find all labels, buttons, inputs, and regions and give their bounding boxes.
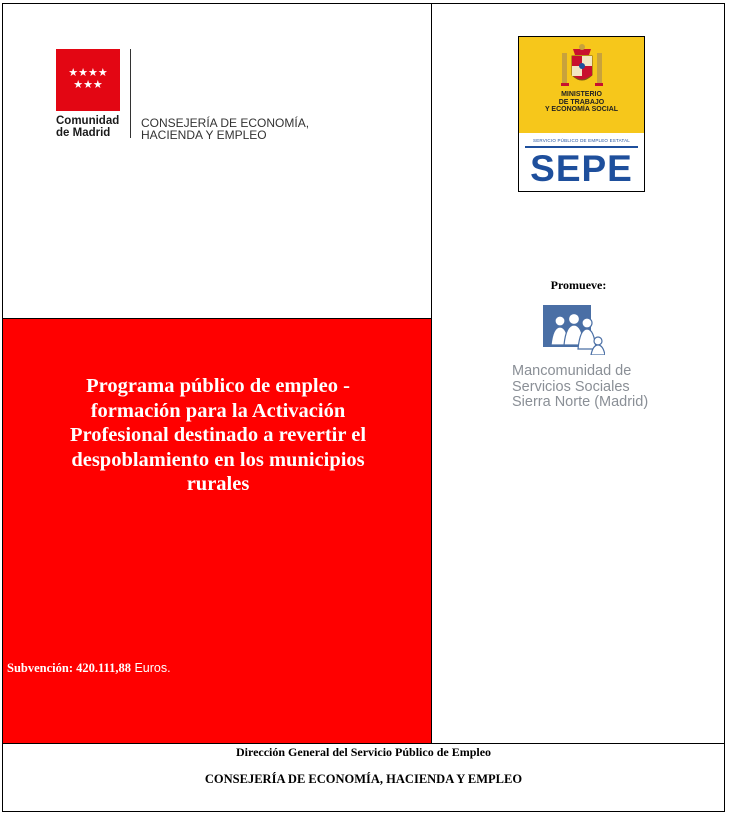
consejeria-line2: HACIENDA Y EMPLEO — [141, 128, 267, 142]
comunidad-name-line1: Comunidad — [56, 115, 120, 127]
consejeria-name — [141, 117, 331, 141]
ministry-line1: MINISTERIO — [561, 91, 602, 98]
mancomunidad-line1: Mancomunidad de — [512, 363, 632, 379]
ministry-line3: Y ECONOMÍA SOCIAL — [544, 106, 619, 113]
subvencion-unit: Euros. — [131, 661, 171, 675]
comunidad-name-line2: de Madrid — [56, 127, 111, 139]
footer-direccion: Dirección General del Servicio Público de Empleo — [235, 745, 492, 759]
program-title: Programa público de empleo -formación para la Activación Profesional destinado a revertir el despoblamiento en los municipios rurales — [69, 375, 367, 495]
mancomunidad-people-icon — [543, 305, 605, 355]
column-divider — [431, 3, 432, 744]
subvencion-text — [7, 661, 171, 676]
mancomunidad-line3: Sierra Norte (Madrid) — [512, 394, 649, 410]
ministry-banner — [519, 37, 644, 133]
sepe-logo — [518, 36, 645, 192]
sepe-service-name: SERVICIO PÚBLICO DE EMPLEO ESTATAL — [533, 138, 630, 143]
footer-consejeria: CONSEJERÍA DE ECONOMÍA, HACIENDA Y EMPLEO — [204, 772, 523, 786]
program-panel — [3, 318, 431, 743]
logo-divider — [130, 49, 131, 138]
comunidad-de-madrid-flag-icon — [56, 49, 120, 111]
stars-row-1: ★★★★ — [68, 66, 108, 79]
ministry-name — [519, 91, 644, 114]
mancomunidad-line2: Servicios Sociales — [512, 378, 630, 395]
subvencion-amount: Subvención: 420.111,88 — [7, 661, 131, 675]
footer-divider — [2, 743, 725, 744]
comunidad-de-madrid-logo — [56, 49, 326, 144]
ministry-line2: DE TRABAJO — [558, 98, 605, 106]
consejeria-line1: CONSEJERÍA DE ECONOMÍA, — [141, 116, 310, 130]
promueve-label: Promueve: — [550, 278, 607, 292]
spain-coat-of-arms-icon — [559, 43, 605, 91]
mancomunidad-name — [512, 364, 712, 411]
stars-row-2: ★★★ — [73, 78, 103, 91]
stars-icon — [62, 67, 114, 91]
comunidad-name — [56, 115, 126, 139]
sepe-acronym: SEPE — [530, 148, 633, 189]
